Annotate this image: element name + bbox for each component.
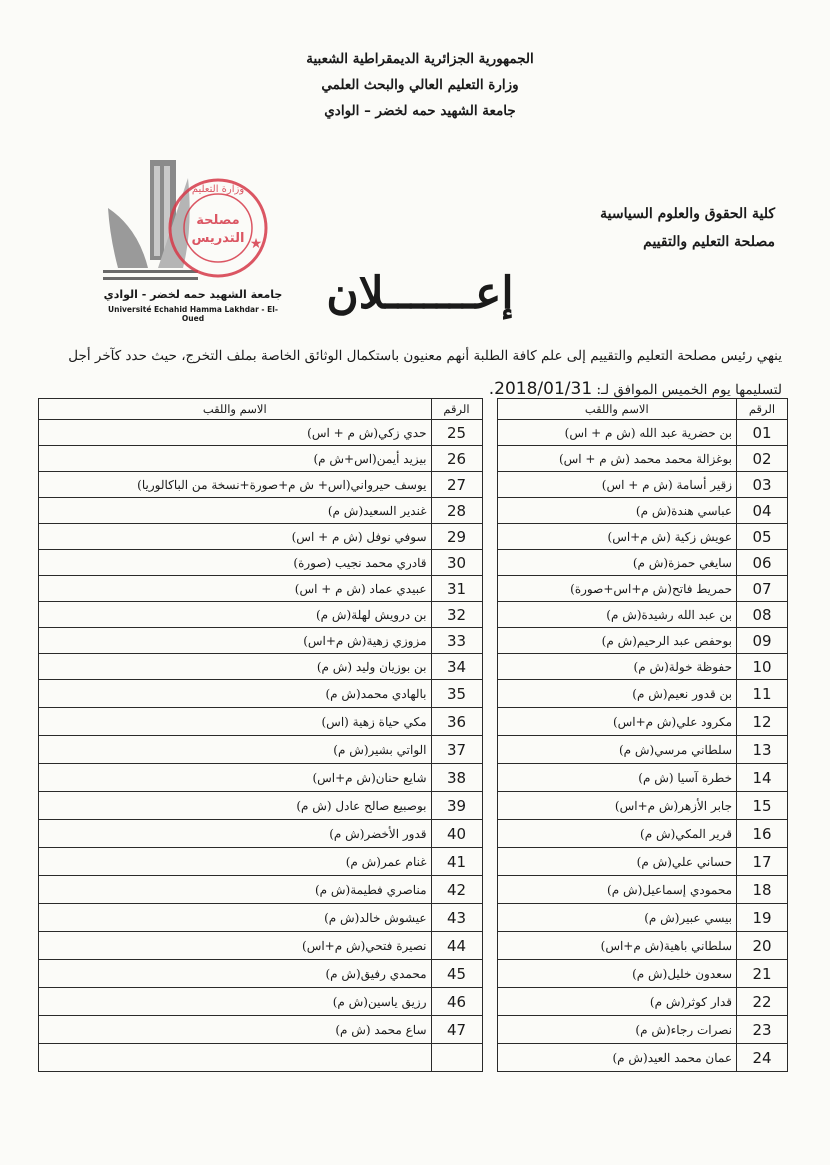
row-number-left: 41 — [431, 848, 482, 876]
student-name-left: قدور الأخضر(ش م) — [39, 820, 432, 848]
table-row — [39, 654, 788, 680]
table-gap — [482, 736, 497, 764]
table-row — [39, 764, 788, 792]
student-name-left: مكي حياة زهية (اس) — [39, 708, 432, 736]
student-name-left: بن درويش لهلة(ش م) — [39, 602, 432, 628]
body-text: ينهي رئيس مصلحة التعليم والتقييم إلى علم كافة الطلبة أنهم معنيون باستكمال الوثائق الخاصة بملف التخرج، حيث حدد كآخر أجل لتسليمها يوم الخميس الموافق لـ: — [68, 348, 782, 398]
row-number-left: 38 — [431, 764, 482, 792]
row-number-left: 46 — [431, 988, 482, 1016]
student-name-right: زقير أسامة (ش م + اس) — [497, 472, 736, 498]
student-name-left: عبيدي عماد (ش م + اس) — [39, 576, 432, 602]
table-gap — [482, 1016, 497, 1044]
student-name-left: نصيرة فتحي(ش م+اس) — [39, 932, 432, 960]
logo-name-ar: جامعة الشهيد حمه لخضر - الوادي — [103, 288, 283, 301]
table-row — [39, 680, 788, 708]
announcement-title: إعـــــــلان — [326, 268, 514, 319]
row-number-left: 43 — [431, 904, 482, 932]
faculty-name: كلية الحقوق والعلوم السياسية — [600, 206, 775, 222]
student-name-left: شايع حنان(ش م+اس) — [39, 764, 432, 792]
col-name-right: الاسم واللقب — [497, 399, 736, 420]
student-name-left: غنام عمر(ش م) — [39, 848, 432, 876]
row-number-left: 31 — [431, 576, 482, 602]
row-number-left: 32 — [431, 602, 482, 628]
student-name-right: جابر الأزهر(ش م+اس) — [497, 792, 736, 820]
col-num-left: الرقم — [431, 399, 482, 420]
student-name-right: عويش زكية (ش م+اس) — [497, 524, 736, 550]
student-name-right: نصرات رجاء(ش م) — [497, 1016, 736, 1044]
table-gap — [482, 654, 497, 680]
university-title: جامعة الشهيد حمه لخضر – الوادي — [324, 103, 516, 119]
row-number-left: 39 — [431, 792, 482, 820]
row-number-right: 06 — [737, 550, 788, 576]
row-number-left: 30 — [431, 550, 482, 576]
row-number-right: 13 — [737, 736, 788, 764]
deadline-date: 2018/01/31. — [488, 379, 593, 399]
table-row — [39, 792, 788, 820]
student-name-left: غندير السعيد(ش م) — [39, 498, 432, 524]
table-gap — [482, 576, 497, 602]
col-name-left: الاسم واللقب — [39, 399, 432, 420]
table-gap — [482, 420, 497, 446]
announcement-body — [37, 340, 782, 407]
table-row — [39, 628, 788, 654]
table-gap — [482, 708, 497, 736]
table-gap — [482, 764, 497, 792]
students-table — [38, 398, 788, 1072]
row-number-right: 09 — [737, 628, 788, 654]
row-number-right: 02 — [737, 446, 788, 472]
student-name-right: حمريط فاتح(ش م+اس+صورة) — [497, 576, 736, 602]
student-name-right: بوغزالة محمد محمد (ش م + اس) — [497, 446, 736, 472]
row-number-right: 18 — [737, 876, 788, 904]
table-gap — [482, 602, 497, 628]
row-number-right: 08 — [737, 602, 788, 628]
table-row — [39, 848, 788, 876]
table-gap — [482, 1044, 497, 1072]
row-number-right: 23 — [737, 1016, 788, 1044]
row-number-left: 40 — [431, 820, 482, 848]
row-number-left: 34 — [431, 654, 482, 680]
table-row — [39, 708, 788, 736]
row-number-left: 45 — [431, 960, 482, 988]
row-number-right: 16 — [737, 820, 788, 848]
student-name-right: قرير المكي(ش م) — [497, 820, 736, 848]
student-name-left: رزيق ياسين(ش م) — [39, 988, 432, 1016]
table-gap — [482, 550, 497, 576]
row-number-right: 21 — [737, 960, 788, 988]
table-gap — [482, 988, 497, 1016]
table-row — [39, 602, 788, 628]
table-gap — [482, 680, 497, 708]
student-name-right: سلطاني باهية(ش م+اس) — [497, 932, 736, 960]
student-name-left: بن بوزيان وليد (ش م) — [39, 654, 432, 680]
row-number-right: 11 — [737, 680, 788, 708]
row-number-right: 10 — [737, 654, 788, 680]
table-gap — [482, 472, 497, 498]
table-gap — [482, 904, 497, 932]
table-gap — [482, 876, 497, 904]
row-number-left: 28 — [431, 498, 482, 524]
student-name-left: يوسف حيرواني(اس+ ش م+صورة+نسخة من الباكالوريا) — [39, 472, 432, 498]
col-num-right: الرقم — [737, 399, 788, 420]
table-gap — [482, 932, 497, 960]
student-name-left: الواتي بشير(ش م) — [39, 736, 432, 764]
table-gap — [482, 498, 497, 524]
table-gap — [482, 960, 497, 988]
row-number-right: 17 — [737, 848, 788, 876]
header-block — [300, 46, 540, 124]
student-name-left: عيشوش خالد(ش م) — [39, 904, 432, 932]
table-row — [39, 932, 788, 960]
student-name-right: محمودي إسماعيل(ش م) — [497, 876, 736, 904]
svg-text:التدريس: التدريس — [191, 231, 245, 246]
faculty-block — [545, 200, 775, 256]
student-name-right: سايغي حمزة(ش م) — [497, 550, 736, 576]
student-name-left — [39, 1044, 432, 1072]
logo-name-fr: Université Echahid Hamma Lakhdar - El-Oued — [108, 305, 278, 323]
row-number-right: 19 — [737, 904, 788, 932]
table-row — [39, 472, 788, 498]
row-number-left: 42 — [431, 876, 482, 904]
student-name-right: قدار كوثر(ش م) — [497, 988, 736, 1016]
student-name-right: بوحفص عبد الرحيم(ش م) — [497, 628, 736, 654]
table-gap — [482, 820, 497, 848]
table-row — [39, 576, 788, 602]
republic-title: الجمهورية الجزائرية الديمقراطية الشعبية — [306, 51, 534, 67]
student-name-left: مزوزي زهية(ش م+اس) — [39, 628, 432, 654]
table-row — [39, 446, 788, 472]
official-stamp — [170, 180, 266, 276]
student-name-right: عباسي هندة(ش م) — [497, 498, 736, 524]
service-name: مصلحة التعليم والتقييم — [643, 234, 775, 250]
student-name-left: حدي زكي(ش م + اس) — [39, 420, 432, 446]
student-name-left: بوصبيع صالح عادل (ش م) — [39, 792, 432, 820]
table-row — [39, 820, 788, 848]
table-row — [39, 988, 788, 1016]
ministry-title: وزارة التعليم العالي والبحث العلمي — [321, 77, 519, 93]
row-number-left: 27 — [431, 472, 482, 498]
row-number-left: 26 — [431, 446, 482, 472]
student-name-right: عمان محمد العيد(ش م) — [497, 1044, 736, 1072]
svg-text:★: ★ — [249, 236, 263, 252]
student-name-left: بيزيد أيمن(اس+ش م) — [39, 446, 432, 472]
student-name-right: بن قدور نعيم(ش م) — [497, 680, 736, 708]
student-name-right: سلطاني مرسي(ش م) — [497, 736, 736, 764]
table-gap — [482, 446, 497, 472]
table-row — [39, 736, 788, 764]
student-name-right: خطرة آسيا (ش م) — [497, 764, 736, 792]
table-row — [39, 1044, 788, 1072]
table-header-row — [39, 399, 788, 420]
student-name-right: سعدون خليل(ش م) — [497, 960, 736, 988]
row-number-right: 07 — [737, 576, 788, 602]
row-number-right: 05 — [737, 524, 788, 550]
student-name-left: سوفي نوفل (ش م + اس) — [39, 524, 432, 550]
table-gap — [482, 399, 497, 420]
row-number-right: 15 — [737, 792, 788, 820]
row-number-right: 12 — [737, 708, 788, 736]
table-gap — [482, 792, 497, 820]
student-name-left: قادري محمد نجيب (صورة) — [39, 550, 432, 576]
table-row — [39, 960, 788, 988]
table-row — [39, 498, 788, 524]
row-number-right: 20 — [737, 932, 788, 960]
table-row — [39, 524, 788, 550]
student-name-left: ساع محمد (ش م) — [39, 1016, 432, 1044]
row-number-left: 44 — [431, 932, 482, 960]
row-number-right: 01 — [737, 420, 788, 446]
student-name-left: محمدي رفيق(ش م) — [39, 960, 432, 988]
row-number-left: 33 — [431, 628, 482, 654]
logo-wing-left — [108, 208, 148, 268]
table-gap — [482, 628, 497, 654]
row-number-right: 04 — [737, 498, 788, 524]
row-number-right: 24 — [737, 1044, 788, 1072]
table-row — [39, 904, 788, 932]
row-number-right: 22 — [737, 988, 788, 1016]
row-number-left: 25 — [431, 420, 482, 446]
table-gap — [482, 524, 497, 550]
student-name-right: بن عبد الله رشيدة(ش م) — [497, 602, 736, 628]
table-row — [39, 1016, 788, 1044]
student-name-right: حساني علي(ش م) — [497, 848, 736, 876]
student-name-right: مكرود علي(ش م+اس) — [497, 708, 736, 736]
student-name-right: بن حضرية عبد الله (ش م + اس) — [497, 420, 736, 446]
table-row — [39, 420, 788, 446]
row-number-left: 37 — [431, 736, 482, 764]
table-gap — [482, 848, 497, 876]
svg-text:وزارة التعليم: وزارة التعليم — [191, 184, 245, 195]
row-number-left: 47 — [431, 1016, 482, 1044]
row-number-left: 29 — [431, 524, 482, 550]
row-number-left — [431, 1044, 482, 1072]
svg-text:مصلحة: مصلحة — [196, 213, 240, 228]
table-row — [39, 550, 788, 576]
student-name-right: بيسي عبير(ش م) — [497, 904, 736, 932]
university-logo — [98, 148, 288, 323]
student-name-left: مناصري فطيمة(ش م) — [39, 876, 432, 904]
student-name-right: حفوظة خولة(ش م) — [497, 654, 736, 680]
row-number-left: 35 — [431, 680, 482, 708]
row-number-left: 36 — [431, 708, 482, 736]
table-row — [39, 876, 788, 904]
student-name-left: بالهادي محمد(ش م) — [39, 680, 432, 708]
row-number-right: 14 — [737, 764, 788, 792]
row-number-right: 03 — [737, 472, 788, 498]
